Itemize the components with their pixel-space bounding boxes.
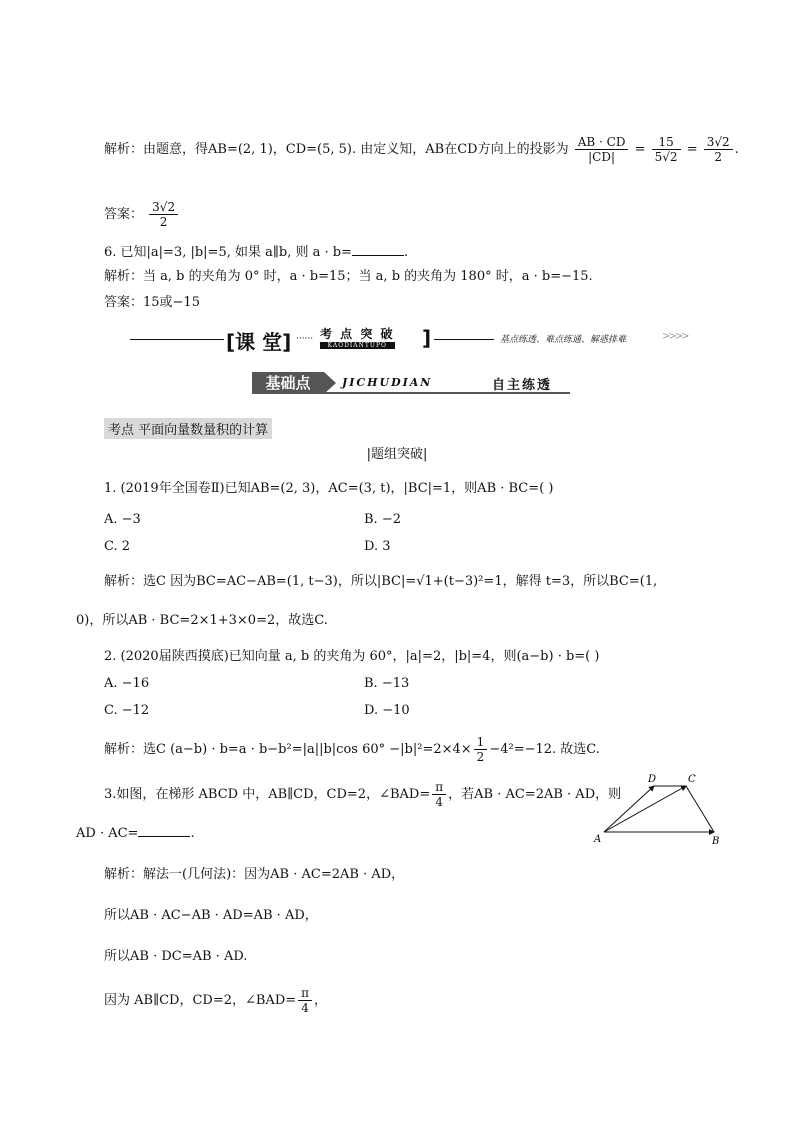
- solution-2: 解析：选C (a−b) · b=a · b−b²=|a||b|cos 60° −|b|²=2×4× $\frac{1}{2}$ −4²=−12. 故选C.: [104, 735, 600, 764]
- solution-1a: 解析：选C 因为BC=AC−AB=(1, t−3)，所以|BC|=√1+(t−3)²=1，解得 t=3，所以BC=(1,: [104, 574, 658, 589]
- banner-subtitle: 考 点 突 破: [320, 327, 395, 341]
- value-fraction: $\frac{15}{5√2}$: [652, 135, 681, 164]
- banner-right-rule: [434, 339, 494, 340]
- result-fraction: $\frac{3√2}{2}$: [704, 135, 733, 164]
- vector-ad: [604, 786, 654, 832]
- solution-3-line4: 因为 AB∥CD，CD=2，∠BAD= $\frac{\pi}{4}$ ，: [104, 986, 328, 1015]
- option-1b: B. −2: [364, 512, 401, 527]
- option-2d: D. −10: [364, 703, 410, 718]
- section-arrow: [324, 372, 336, 394]
- question-1: 1. (2019年全国卷Ⅱ)已知AB=(2, 3)，AC=(3, t)，|BC|=1，则AB · BC=( ): [104, 481, 554, 496]
- solution-3-line3: 所以AB · DC=AB · AD.: [104, 949, 248, 964]
- banner-pinyin: KAODIANTUPO: [320, 342, 395, 349]
- question-2: 2. (2020届陕西摸底)已知向量 a, b 的夹角为 60°，|a|=2，|b|=4，则(a−b) · b=( ): [104, 649, 600, 664]
- solution-3-line1: 解析：解法一(几何法)：因为AB · AC=2AB · AD，: [104, 867, 405, 882]
- option-2b: B. −13: [364, 676, 410, 691]
- option-1d: D. 3: [364, 539, 391, 554]
- answer-blank: [138, 824, 190, 837]
- vector-ac: [604, 786, 686, 832]
- banner-title: 课 堂: [235, 330, 283, 354]
- label-a: A: [594, 834, 602, 845]
- label-b: B: [712, 836, 720, 847]
- kaodian-title: 考点 平面向量数量积的计算: [104, 418, 272, 439]
- trapezoid-figure: [590, 768, 730, 848]
- banner-tagline: 基点练透、难点练通、解惑排难: [500, 335, 627, 345]
- question-3-line1: 3.如图，在梯形 ABCD 中，AB∥CD，CD=2，∠BAD= $\frac{\pi}{4}$ ，若AB · AC=2AB · AD，则: [104, 780, 622, 809]
- option-1c: C. 2: [104, 539, 131, 554]
- banner-arrows-icon: >>>>: [662, 331, 688, 342]
- tizu-heading: |题组突破|: [366, 447, 428, 462]
- label-d: D: [648, 774, 657, 785]
- section-label: 基础点: [252, 372, 324, 394]
- section-right-title: 自主练透: [492, 378, 553, 393]
- solution-6: 解析：当 a, b 的夹角为 0° 时，a · b=15；当 a, b 的夹角为 180° 时，a · b=−15.: [104, 269, 593, 284]
- solution-3-line2: 所以AB · AC−AB · AD=AB · AD，: [104, 908, 318, 923]
- segment-cb: [686, 786, 714, 832]
- option-2a: A. −16: [104, 676, 150, 691]
- label-c: C: [688, 774, 696, 785]
- solution-5: 解析：由题意，得AB=(2, 1)，CD=(5, 5). 由定义知，AB在CD方向上的投影为 $\frac{AB \cdot CD}{|CD|}$ = $\frac{15}{5√2}$ = $\frac{3√2}{2}$ .: [104, 135, 739, 164]
- answer-blank: [352, 243, 404, 256]
- section-banner: [课 堂] ······ 考 点 突 破 KAODIANTUPO ] 基点练透、难点练通、解惑排难 >>>>: [130, 326, 690, 352]
- section-underline: [312, 392, 570, 394]
- option-2c: C. −12: [104, 703, 150, 718]
- answer-6: 答案：15或−15: [104, 295, 200, 310]
- section-header: [252, 372, 570, 394]
- projection-fraction: $\frac{AB \cdot CD}{|CD|}$: [575, 135, 629, 164]
- question-3-line2: AD · AC= .: [76, 826, 195, 841]
- section-pinyin: JICHUDIAN: [342, 376, 433, 389]
- answer-5: 答案： $\frac{3√2}{2}$: [104, 200, 180, 229]
- solution-1b: 0)，所以AB · BC=2×1+3×0=2，故选C.: [76, 613, 328, 628]
- banner-left-rule: [130, 339, 224, 340]
- option-1a: A. −3: [104, 512, 141, 527]
- question-6: 6. 已知|a|=3, |b|=5, 如果 a∥b, 则 a · b= .: [104, 245, 409, 260]
